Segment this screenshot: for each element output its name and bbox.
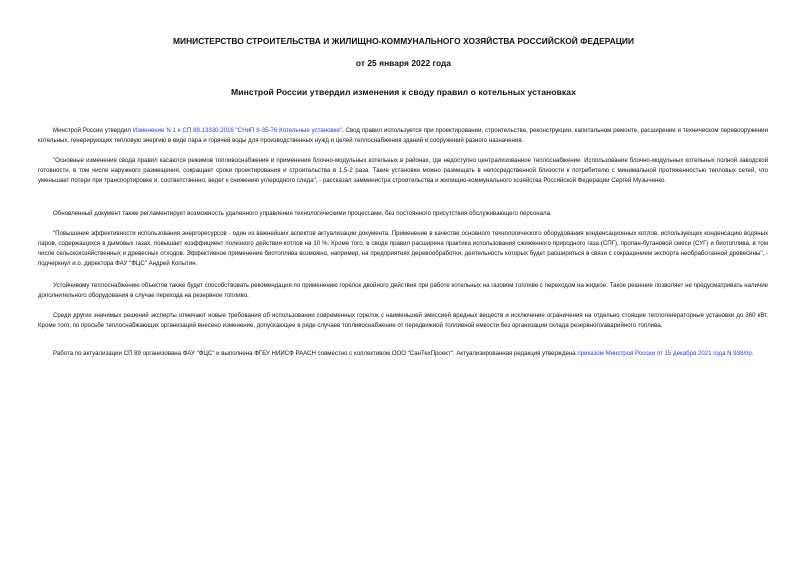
news-headline: Минстрой России утвердил изменения к своду правил о котельных установках [231,87,576,97]
paragraph-text: Работа по актуализации СП 89 организована ФАУ "ФЦС" и выполнена ФГБУ НИИСФ РААСН совместно с коллективом ООО "СанТехПроект". Актуализированная редакция утверждена [53,350,578,357]
paragraph-burners: Устойчивому теплоснабжению объектов также будет способствовать рекомендация по применению горелок двойного действия при работе котельных на газовом топливе с переходом на жидкое. Такое решение позволяет не предусматривать наличие дополнительного оборудования в случае перехода на резервное топливо. [38,282,768,299]
amendment-link[interactable]: Изменение N 1 к СП 89.13330.2016 "СНиП II-35-76 Котельные установки" [132,127,342,134]
paragraph-remote-control: Обновленный документ также регламентирует возможность удаленного управления технологическими процессами, без постоянного присутствия обслуживающего персонала. [53,210,552,217]
paragraph-quote-muzychenko: "Основные изменения свода правил касаются режимов топливоснабжения и применения блочно-модульных котельных в районах, где недоступно централизованное теплоснабжение. Использование блочно-модульных котельных полной заводской готовности, в том числе наружного размещения, сокращает сроки проектирования и строительства в 1,5-2 раза. Такие установки можно размещать в непосредственной близости к потребителю с минимальной протяженностью тепловых сетей, что уменьшает потери при транспортировке и, соответственно, ведет к снижению углеродного следа", - рассказал замминистра строительства и жилищно-коммунального хозяйства Российской Федерации Сергей Музыченко. [38,157,768,184]
paragraph-quote-kopytin: "Повышение эффективности использования энергоресурсов - один из важнейших аспектов актуализации документа. Применение в качестве основного технологического оборудования конденсационных котлов, использующих конденсацию водяных паров, содержащихся в дымовых газах, повышает коэффициент полезного действия котлов на 10 %. Кроме того, в своде правил расширена практика использования сжиженного природного газа (СПГ), пропан-бутановой смеси (СУГ) и биотоплива, в том числе сельскохозяйственных и древесных отходов. Эффективное применение биотоплива возможно, например, на предприятиях деревообработки, деятельность которых будет расширяться в связи с сокращением экспорта необработанной древесины", - подчеркнул и.о. директора ФАУ "ФЦС" Андрей Копытин. [38,230,768,267]
paragraph-text: Минстрой России утвердил [53,127,133,134]
document-date: от 25 января 2022 года [355,58,452,68]
paragraph-text: . [751,350,754,357]
order-link[interactable]: приказом Минстроя России от 15 декабря 2021 года N 938/пр [577,350,752,357]
organization-title: МИНИСТЕРСТВО СТРОИТЕЛЬСТВА И ЖИЛИЩНО-КОММУНАЛЬНОГО ХОЗЯЙСТВА РОССИЙСКОЙ ФЕДЕРАЦИИ [172,36,635,46]
paragraph-text: . Свод правил используется при проектировании, строительстве, реконструкции, капитальном ремонте, расширении и техническом перевооружении котельных, генерирующих тепловую энергию в виде пара и горячей воды для производственных нужд и целей теплоснабжения зданий и сооружений разного назначения. [38,127,768,144]
paragraph-intro [38,126,768,146]
paragraph-other-decisions: Среди других значимых решений эксперты отмечают новые требования об использовании современных горелок с наименьшей эмиссией вредных веществ и исключение ограничения на отдельно стоящие теплогенераторные установки до 360 кВт. Кроме того, по просьбе теплоснабжающих организаций внесено изменение, допускающее в ряде случаев топливоснабжение от передвижной топливной емкости без организации склада резервного/аварийного топлива. [38,312,768,329]
paragraph-approval [38,349,768,359]
